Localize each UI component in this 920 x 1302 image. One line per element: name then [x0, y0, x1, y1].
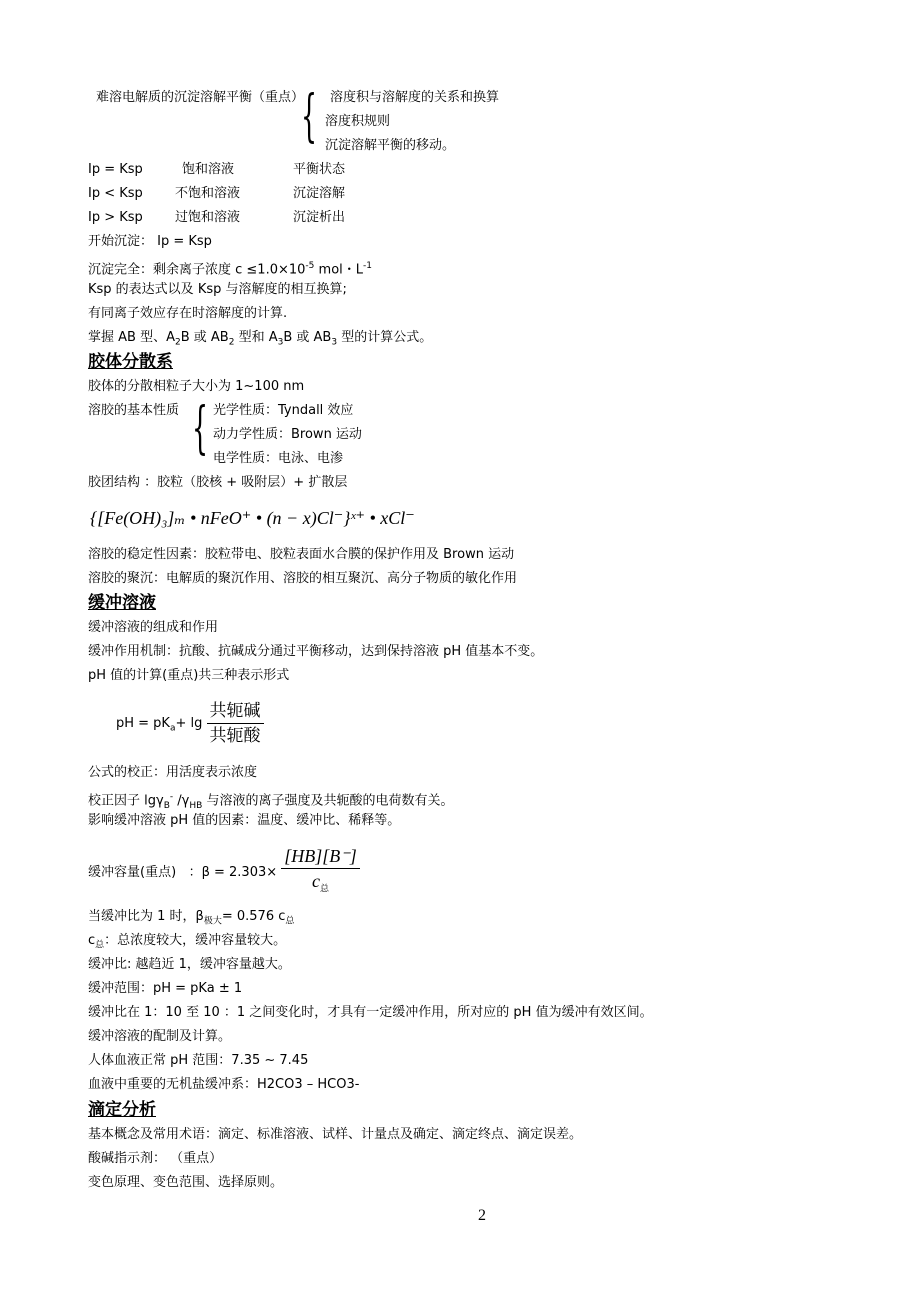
total-concentration: $c_总$：总浓度较大，缓冲容量较大。 [88, 933, 287, 951]
max-capacity: 当缓冲比为 1 时，$\beta_{极大}= 0.576$ $c_总$ [88, 909, 295, 927]
henderson-equation: pH = $pK_a+ \lg$ $\frac{\text{共轭碱}}{\text{共轭酸}}$ [116, 697, 264, 756]
titration-heading: 滴定分析 [88, 1100, 156, 1120]
formula-correction: 公式的校正：用活度表示浓度 [88, 765, 258, 780]
brace-item-2: 溶度积规则 [325, 114, 391, 129]
start-precipitation: 开始沉淀： Ip = Ksp [88, 234, 212, 249]
rule-result-3: 沉淀析出 [293, 210, 346, 225]
ksp-expression: Ksp 的表达式以及 Ksp 与溶解度的相互换算; [88, 282, 347, 297]
rule-state-2: 不饱和溶液 [175, 186, 241, 201]
blood-buffer: 血液中重要的无机盐缓冲系：H2CO3 – HCO3- [88, 1077, 360, 1092]
ph-influence: 影响缓冲溶液 pH 值的因素：温度、缓冲比、稀释等。 [88, 813, 401, 828]
prop-electrical: 电学性质：电泳、电渗 [213, 451, 344, 466]
ph-calculation: pH 值的计算(重点)共三种表示形式 [88, 668, 290, 683]
common-ion-effect: 有同离子效应存在时溶解度的计算. [88, 306, 288, 321]
sol-stability: 溶胶的稳定性因素：胶粒带电、胶粒表面水合膜的保护作用及 Brown 运动 [88, 547, 515, 562]
prop-optical: 光学性质：Tyndall 效应 [213, 403, 354, 418]
indicator-principle: 变色原理、变色范围、选择原则。 [88, 1175, 284, 1190]
brace-item-1: 溶度积与溶解度的关系和换算 [330, 90, 500, 105]
rule-state-1: 饱和溶液 [182, 162, 235, 177]
brace-item-3: 沉淀溶解平衡的移动。 [325, 138, 456, 153]
master-formulas: 掌握 AB 型、$A_2B$ 或 $AB_2$ 型和 $A_3B$ 或 $AB_3$ 型的计算公式。 [88, 330, 433, 348]
rule-state-3: 过饱和溶液 [175, 210, 241, 225]
left-brace-icon: { [192, 396, 209, 461]
buffer-ratio: 缓冲比: 越趋近 1，缓冲容量越大。 [88, 957, 291, 972]
rule-expr-3: Ip > Ksp [88, 210, 143, 225]
rule-result-1: 平衡状态 [293, 162, 346, 177]
correction-factor: 校正因子 lgγ$_B$- $/\gamma_{HB}$ 与溶液的离子强度及共轭酸的电荷数有关。 [88, 792, 454, 811]
rule-expr-2: Ip < Ksp [88, 186, 143, 201]
capacity-fraction: $\frac{[HB][B^-]}{c_总}$ [281, 844, 360, 901]
buffer-range: 缓冲范围：pH = pKa ± 1 [88, 981, 243, 996]
micelle-structure: 胶团结构 ：胶粒（胶核 + 吸附层）+ 扩散层 [88, 475, 348, 490]
buffer-preparation: 缓冲溶液的配制及计算。 [88, 1029, 232, 1044]
left-brace-icon: { [301, 84, 318, 149]
buffer-mechanism: 缓冲作用机制：抗酸、抗碱成分通过平衡移动，达到保持溶液 pH 值基本不变。 [88, 644, 544, 659]
buffer-range-detail: 缓冲比在 1：10 至 10 ：1 之间变化时，才具有一定缓冲作用，所对应的 pH 值为缓冲有效区间。 [88, 1005, 653, 1020]
precipitation-title: 难溶电解质的沉淀溶解平衡（重点） [96, 90, 305, 105]
rule-result-2: 沉淀溶解 [293, 186, 346, 201]
buffer-capacity: 缓冲容量(重点) ：β = 2.303× $\frac{[HB][B^-]}{c_总}$ [88, 844, 360, 901]
sol-coagulation: 溶胶的聚沉：电解质的聚沉作用、溶胶的相互聚沉、高分子物质的敏化作用 [88, 571, 518, 586]
micelle-formula: {[Fe(OH)₃]ₘ • nFeO⁺ • (n − x)Cl⁻}ˣ⁺ • xCl⁻ [90, 508, 415, 528]
sol-props-label: 溶胶的基本性质 [88, 403, 180, 418]
acid-base-indicator: 酸碱指示剂： （重点） [88, 1151, 223, 1166]
complete-precipitation: 沉淀完全：剩余离子浓度 $c \le 1.0\times 10^{-5}$ mol・$L^{-1}$ [88, 261, 372, 278]
buffer-heading: 缓冲溶液 [88, 593, 156, 613]
colloid-heading: 胶体分散系 [88, 352, 173, 372]
rule-expr-1: Ip = Ksp [88, 162, 143, 177]
ph-fraction: $\frac{\text{共轭碱}}{\text{共轭酸}}$ [207, 699, 264, 748]
colloid-size: 胶体的分散相粒子大小为 1~100 nm [88, 379, 305, 394]
prop-dynamic: 动力学性质：Brown 运动 [213, 427, 362, 442]
page-number: 2 [478, 1207, 486, 1224]
titration-terms: 基本概念及常用术语：滴定、标准溶液、试样、计量点及确定、滴定终点、滴定误差。 [88, 1127, 583, 1142]
buffer-composition: 缓冲溶液的组成和作用 [88, 620, 219, 635]
blood-ph: 人体血液正常 pH 范围：7.35 ~ 7.45 [88, 1053, 309, 1068]
